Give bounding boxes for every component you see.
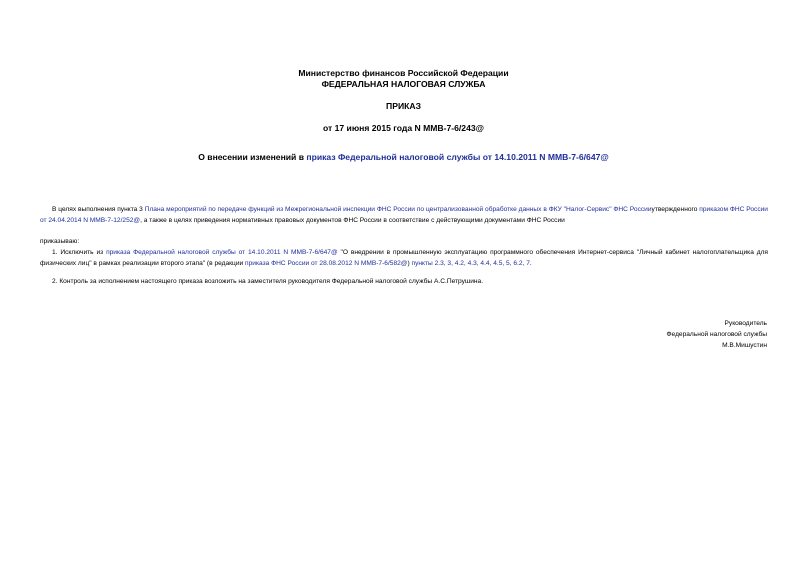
signature-org: Федеральной налоговой службы: [666, 331, 767, 338]
order-word: приказываю:: [40, 238, 80, 245]
item1-text-3: ): [407, 260, 412, 267]
document-type: ПРИКАЗ: [386, 101, 421, 111]
item1-text-1: 1. Исключить из: [52, 249, 107, 256]
item-2-paragraph: 2. Контроль за исполнением настоящего приказа возложить на заместителя руководителя Федеральной налоговой службы А.С.Петрушина.: [52, 278, 484, 285]
preamble-paragraph: [40, 204, 768, 226]
signature-name: М.В.Мишустин: [722, 342, 767, 349]
document-subject: [0, 152, 807, 163]
clauses-link[interactable]: пункты 2.3, 3, 4.2, 4.3, 4.4, 4.5, 5, 6.2, 7: [411, 260, 530, 267]
subject-link[interactable]: приказ Федеральной налоговой службы от 14.10.2011 N ММВ-7-6/647@: [306, 152, 609, 162]
item1-text-2: "О внедрении в промышленную эксплуатацию программного обеспечения Интернет-сервиса "Личный кабинет налогоплательщика для физических лиц" в рамках реализации второго этапа" (в редакции: [40, 249, 768, 267]
subject-prefix: О внесении изменений в: [198, 152, 307, 162]
preamble-text-1: В целях выполнения пункта 3: [52, 206, 145, 213]
order-2011-link[interactable]: приказа Федеральной налоговой службы от 14.10.2011 N ММВ-7-6/647@: [106, 249, 338, 256]
date-number: от 17 июня 2015 года N ММВ-7-6/243@: [322, 123, 485, 133]
preamble-text-2: утвержденного: [651, 206, 700, 213]
signature-title: Руководитель: [724, 320, 767, 327]
order-2014-link[interactable]: приказом ФНС России от 24.04.2014 N ММВ-7-12/252@: [40, 206, 768, 224]
item-1-paragraph: [40, 247, 768, 269]
item1-text-4: .: [529, 260, 532, 267]
plan-link[interactable]: Плана мероприятий по передаче функций из Межрегиональной инспекции ФНС России по централизованной обработке данных в ФКУ "Налог-Сервис" ФНС России: [144, 206, 652, 213]
order-2012-link[interactable]: приказа ФНС России от 28.08.2012 N ММВ-7-6/582@: [245, 260, 408, 267]
service-heading: ФЕДЕРАЛЬНАЯ НАЛОГОВАЯ СЛУЖБА: [321, 79, 486, 89]
preamble-text-3: , а также в целях приведения нормативных правовых документов ФНС России в соответствие с действующими документами ФНС России: [140, 217, 565, 224]
ministry-heading: Министерство финансов Российской Федерации: [298, 68, 509, 78]
